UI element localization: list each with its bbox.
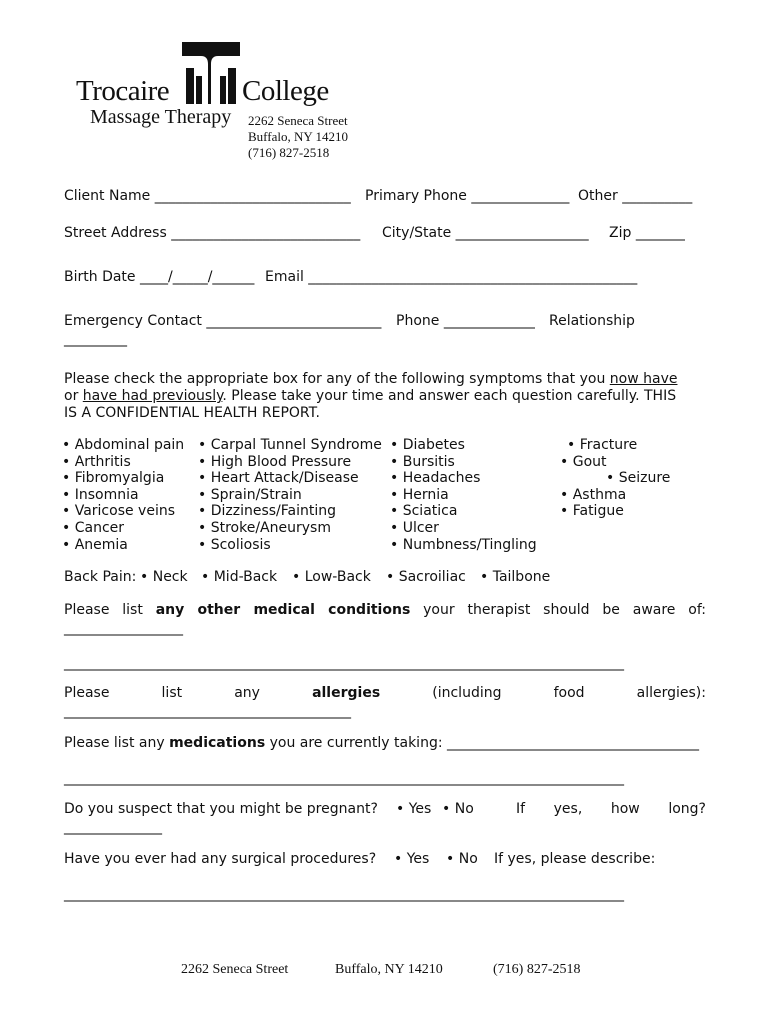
symptom-checkbox[interactable]: • Stroke/Aneurysm (198, 520, 382, 537)
street-address-field[interactable]: Street Address ___________________________ (64, 225, 361, 241)
back-pain-option[interactable]: • Low-Back (292, 569, 371, 585)
symptom-checkbox[interactable]: • Abdominal pain (62, 437, 184, 454)
surgical-followup: If yes, please describe: (494, 851, 656, 867)
pregnancy-yes-option[interactable]: • Yes (396, 801, 431, 817)
symptom-checkbox[interactable]: • Arthritis (62, 454, 184, 471)
allergies-text-post: (including food allergies): (380, 685, 706, 701)
conditions-text-bold: any other medical conditions (155, 602, 411, 618)
pregnancy-question: Do you suspect that you might be pregnant? (64, 801, 378, 817)
footer-city: Buffalo, NY 14210 (335, 962, 443, 977)
medications-text-pre: Please list any (64, 735, 170, 751)
symptom-checkbox[interactable]: • Carpal Tunnel Syndrome (198, 437, 382, 454)
logo-mark-icon (182, 42, 240, 104)
symptom-checkbox[interactable]: • Scoliosis (198, 537, 382, 554)
symptom-checkbox[interactable]: • Fatigue (560, 503, 624, 519)
email-field[interactable]: Email _______________________________________________ (265, 269, 638, 285)
symptom-checkbox[interactable]: • Numbness/Tingling (390, 537, 537, 554)
symptom-checkbox[interactable]: • Heart Attack/Disease (198, 470, 382, 487)
symptom-checkbox[interactable]: • Insomnia (62, 487, 184, 504)
address-city: Buffalo, NY 14210 (248, 129, 349, 144)
symptom-checkbox[interactable]: • Ulcer (390, 520, 537, 537)
symptom-checkbox[interactable]: • Asthma (560, 487, 626, 503)
symptom-column-2 (198, 437, 382, 553)
symptom-checkbox[interactable]: • Anemia (62, 537, 184, 554)
footer-street: 2262 Seneca Street (181, 962, 289, 977)
symptom-column-1 (62, 437, 184, 553)
address-phone: (716) 827-2518 (248, 145, 330, 160)
pregnancy-no-option[interactable]: • No (442, 801, 474, 817)
birth-date-field[interactable]: Birth Date ____/_____/______ (64, 269, 255, 285)
address-street: 2262 Seneca Street (248, 113, 348, 128)
symptom-checkbox[interactable]: • Dizziness/Fainting (198, 503, 382, 520)
conditions-field-line[interactable]: ________________________________________________________________________________ (64, 655, 624, 671)
relationship-label: Relationship (549, 313, 635, 329)
back-pain-option[interactable]: • Neck (140, 569, 188, 585)
allergies-text-bold: allergies (312, 685, 381, 701)
city-state-field[interactable]: City/State ___________________ (382, 225, 589, 241)
back-pain-label: Back Pain: (64, 569, 137, 585)
instructions-text-2: or (64, 388, 83, 404)
symptom-checkbox[interactable]: • Fracture (567, 437, 637, 453)
conditions-text-pre: Please list (64, 602, 156, 618)
surgical-yes-option[interactable]: • Yes (394, 851, 429, 867)
header-address (248, 113, 348, 161)
emergency-phone-field[interactable]: Phone _____________ (396, 313, 535, 329)
instructions-text-1: Please check the appropriate box for any of the following symptoms that you (64, 371, 610, 387)
symptom-checkbox[interactable]: • Hernia (390, 487, 537, 504)
other-phone-field[interactable]: Other __________ (578, 188, 693, 204)
symptom-checkbox[interactable]: • Sciatica (390, 503, 537, 520)
medications-question (64, 735, 699, 751)
medications-field-line[interactable]: ________________________________________________________________________________ (64, 770, 624, 786)
surgical-description-field[interactable]: ________________________________________________________________________________ (64, 886, 624, 902)
instructions-now-have: now have (609, 371, 678, 387)
symptom-checkbox[interactable]: • Varicose veins (62, 503, 184, 520)
relationship-field[interactable]: _________ (64, 331, 127, 347)
medications-text-bold: medications (169, 735, 266, 751)
symptom-checkbox[interactable]: • High Blood Pressure (198, 454, 382, 471)
footer-phone: (716) 827-2518 (493, 962, 581, 977)
pregnancy-duration-field[interactable]: ______________ (64, 819, 162, 835)
symptom-column-3 (390, 437, 537, 553)
conditions-question (64, 602, 706, 619)
medications-field[interactable]: you are currently taking: ____________________________________ (265, 735, 699, 751)
surgical-question: Have you ever had any surgical procedures? (64, 851, 377, 867)
zip-field[interactable]: Zip _______ (609, 225, 685, 241)
symptom-checkbox[interactable]: • Headaches (390, 470, 537, 487)
back-pain-option[interactable]: • Mid-Back (201, 569, 277, 585)
surgical-no-option[interactable]: • No (446, 851, 478, 867)
symptom-checkbox[interactable]: • Cancer (62, 520, 184, 537)
primary-phone-field[interactable]: Primary Phone ______________ (365, 188, 570, 204)
instructions-text-3: . Please take your time and answer each question carefully. THIS IS A CONFIDENTIAL HEALTH REPORT. (64, 388, 677, 421)
allergies-question (64, 685, 706, 702)
conditions-text-post: your therapist should be aware of: (410, 602, 706, 618)
allergies-field-line[interactable]: _________________________________________ (64, 703, 351, 719)
back-pain-option[interactable]: • Tailbone (480, 569, 550, 585)
symptom-checkbox[interactable]: • Diabetes (390, 437, 537, 454)
logo-word-trocaire: Trocaire (76, 75, 170, 107)
client-name-field[interactable]: Client Name ____________________________ (64, 188, 351, 204)
symptom-checkbox[interactable]: • Seizure (606, 470, 670, 486)
symptom-checkbox[interactable]: • Sprain/Strain (198, 487, 382, 504)
instructions-had-previously: have had previously (82, 388, 223, 404)
symptom-checkbox[interactable]: • Bursitis (390, 454, 537, 471)
pregnancy-followup: If yes, how long? (516, 801, 706, 817)
back-pain-option[interactable]: • Sacroiliac (386, 569, 466, 585)
allergies-text-pre: Please list any (64, 685, 313, 701)
symptom-checkbox[interactable]: • Gout (560, 454, 607, 470)
logo-word-college: College (242, 75, 329, 107)
instructions-paragraph (64, 371, 688, 422)
emergency-contact-field[interactable]: Emergency Contact _________________________ (64, 313, 382, 329)
symptom-checkbox[interactable]: • Fibromyalgia (62, 470, 184, 487)
program-subtitle: Massage Therapy (90, 106, 232, 128)
conditions-field-line[interactable]: _________________ (64, 620, 183, 636)
